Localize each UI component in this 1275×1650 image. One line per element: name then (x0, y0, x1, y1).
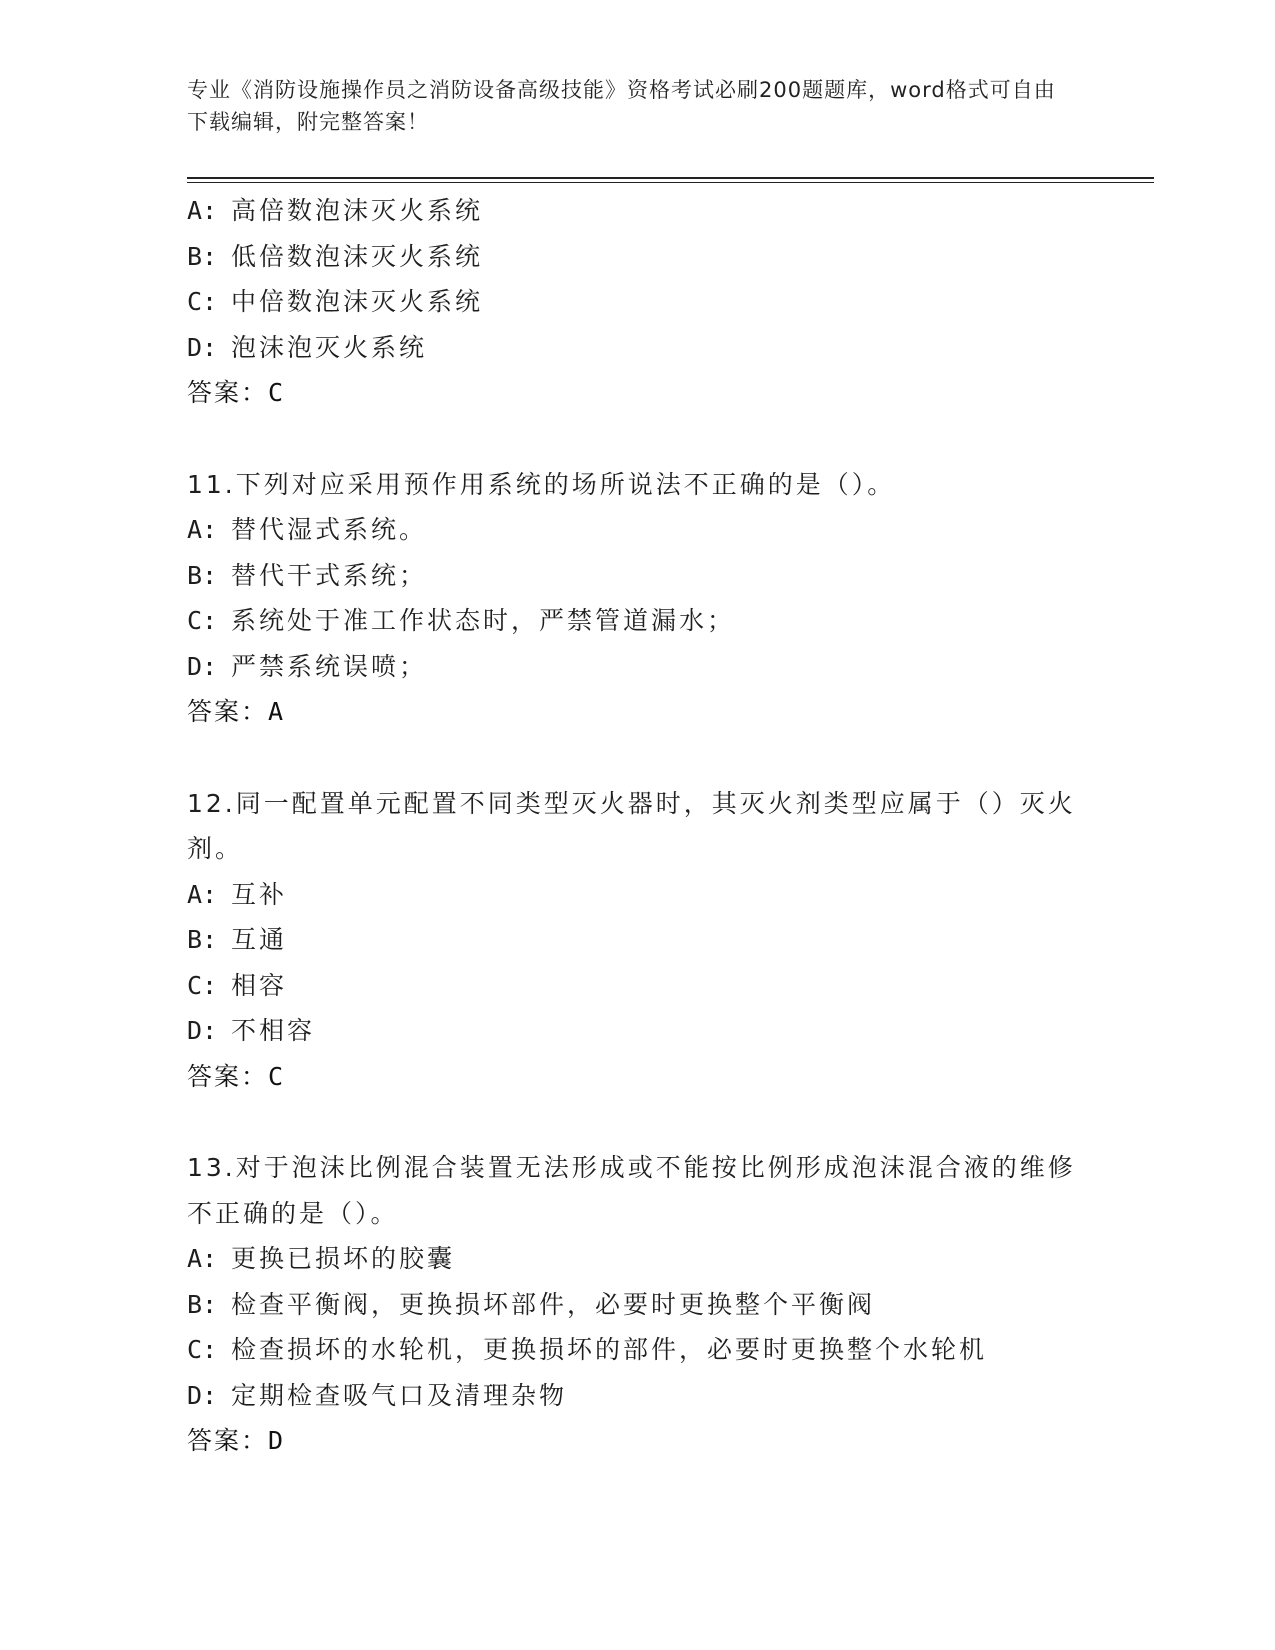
answer-label: 答案： (187, 378, 269, 407)
option-text: 系统处于准工作状态时，严禁管道漏水； (231, 606, 736, 635)
spacer (187, 1099, 1087, 1145)
answer-line (187, 689, 1087, 735)
option-text: 高倍数泡沫灭火系统 (231, 196, 484, 225)
option-text: 中倍数泡沫灭火系统 (231, 287, 484, 316)
option-letter: B: (187, 925, 218, 954)
option-a (187, 188, 1087, 234)
question-stem: 12.同一配置单元配置不同类型灭火器时，其灭火剂类型应属于（）灭火剂。 (187, 788, 1076, 863)
option-letter: C: (187, 287, 218, 316)
option-text: 泡沫泡灭火系统 (231, 332, 428, 362)
option-text: 相容 (231, 970, 288, 1000)
option-d (187, 1373, 1087, 1419)
option-letter: D: (187, 1016, 218, 1045)
option-a (187, 872, 1087, 918)
header-divider-thick (187, 177, 1154, 179)
option-b (187, 917, 1087, 963)
option-letter: D: (187, 651, 218, 681)
answer-line (187, 370, 1087, 416)
option-letter: A: (187, 515, 218, 544)
option-a (187, 507, 1087, 553)
option-letter: B: (187, 1289, 218, 1319)
option-text: 严禁系统误喷； (231, 651, 428, 681)
question-13 (187, 1145, 1087, 1464)
option-text: 互通 (231, 925, 288, 954)
answer-label: 答案： (187, 1426, 269, 1455)
option-text: 定期检查吸气口及清理杂物 (231, 1380, 568, 1410)
option-c (187, 1327, 1087, 1373)
option-text: 检查平衡阀，更换损坏部件，必要时更换整个平衡阀 (231, 1289, 876, 1319)
option-c (187, 598, 1087, 644)
answer-value: D (268, 1426, 284, 1455)
answer-value: A (268, 697, 284, 726)
question-stem: 11.下列对应采用预作用系统的场所说法不正确的是（）。 (187, 469, 896, 499)
option-letter: D: (187, 1380, 218, 1410)
option-text: 更换已损坏的胶囊 (231, 1244, 456, 1273)
option-c (187, 963, 1087, 1009)
option-text: 替代湿式系统。 (231, 515, 428, 544)
answer-value: C (268, 378, 284, 407)
option-letter: C: (187, 970, 218, 1000)
option-letter: D: (187, 332, 218, 362)
option-d (187, 325, 1087, 371)
option-a (187, 1236, 1087, 1282)
option-b (187, 234, 1087, 280)
spacer (187, 416, 1087, 462)
answer-line (187, 1418, 1087, 1464)
option-c (187, 279, 1087, 325)
option-letter: C: (187, 1335, 218, 1364)
option-letter: B: (187, 560, 218, 590)
header-divider-thin (187, 182, 1154, 183)
page-header-text: 专业《消防设施操作员之消防设备高级技能》资格考试必刷200题题库，word格式可自由下载编辑，附完整答案！ (187, 78, 1056, 134)
option-text: 替代干式系统； (231, 560, 428, 590)
option-text: 不相容 (231, 1016, 316, 1045)
answer-label: 答案： (187, 1061, 269, 1091)
question-content (187, 188, 1087, 1464)
question-11 (187, 462, 1087, 735)
option-d (187, 644, 1087, 690)
option-letter: B: (187, 241, 218, 271)
option-letter: A: (187, 1244, 218, 1273)
option-text: 检查损坏的水轮机，更换损坏的部件，必要时更换整个水轮机 (231, 1335, 988, 1364)
option-letter: A: (187, 879, 218, 909)
option-b (187, 553, 1087, 599)
answer-label: 答案： (187, 697, 269, 726)
option-letter: A: (187, 196, 218, 225)
option-text: 低倍数泡沫灭火系统 (231, 241, 484, 271)
option-letter: C: (187, 606, 218, 635)
answer-line (187, 1054, 1087, 1100)
option-b (187, 1282, 1087, 1328)
answer-value: C (268, 1061, 284, 1091)
option-d (187, 1008, 1087, 1054)
question-12 (187, 781, 1087, 1100)
question-partial (187, 188, 1087, 416)
question-stem: 13.对于泡沫比例混合装置无法形成或不能按比例形成泡沫混合液的维修不正确的是（）。 (187, 1153, 1076, 1228)
spacer (187, 735, 1087, 781)
option-text: 互补 (231, 879, 288, 909)
